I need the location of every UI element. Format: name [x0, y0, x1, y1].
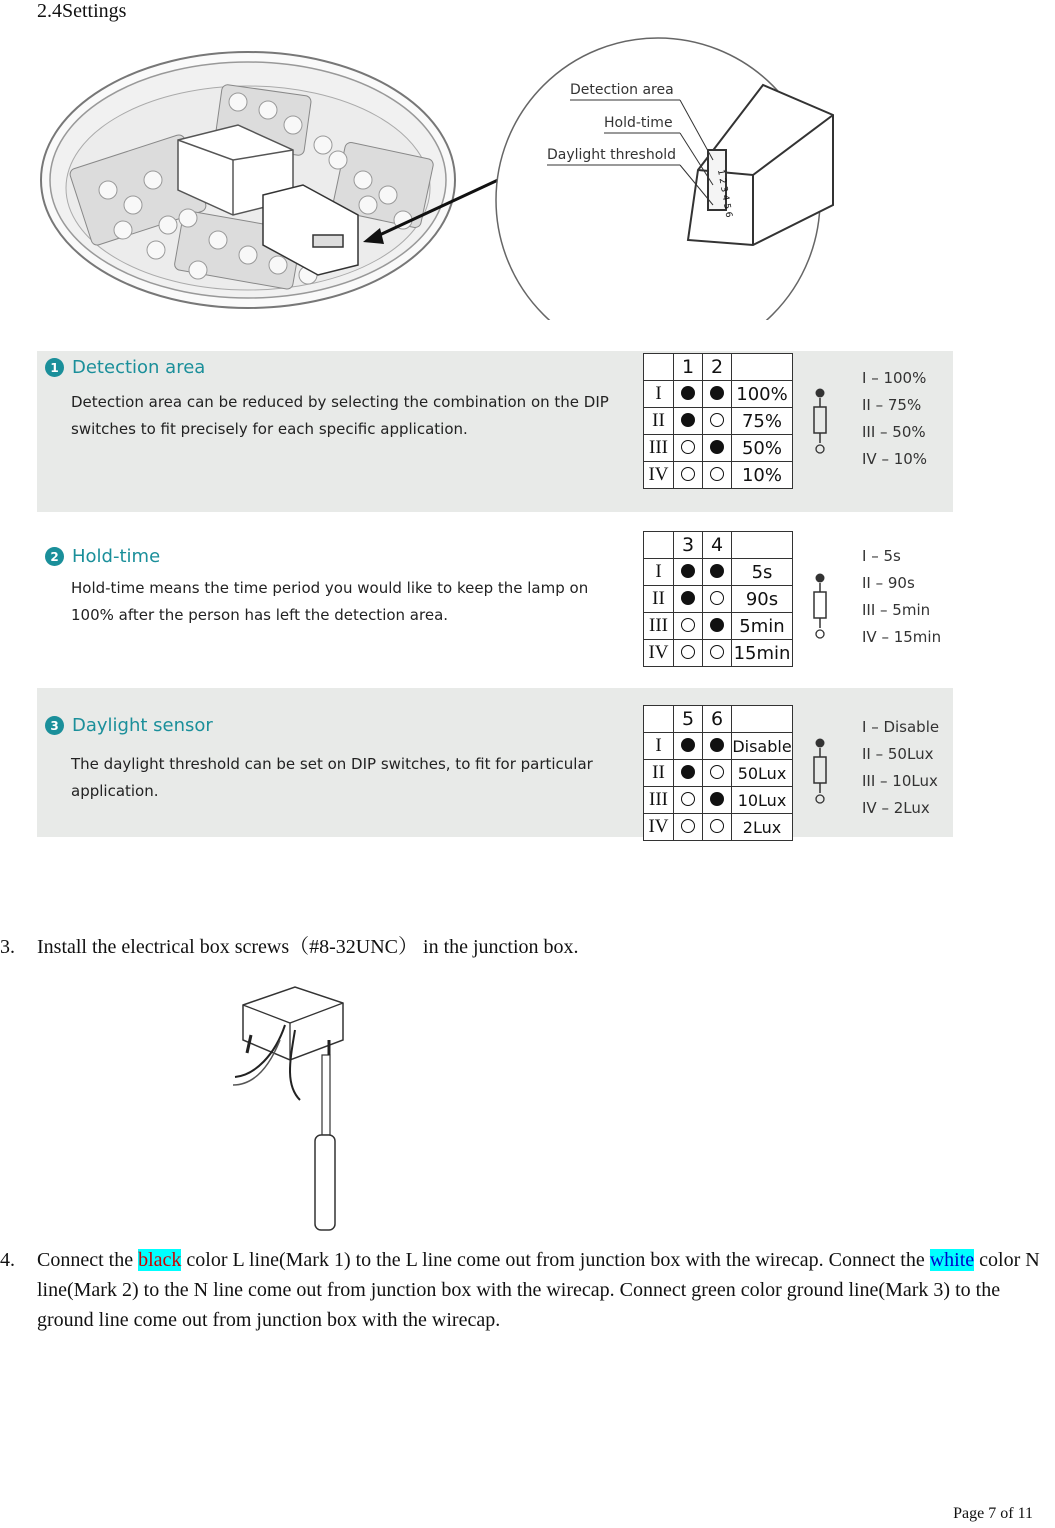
junction-box-illustration	[225, 985, 355, 1235]
switch-off-icon	[681, 440, 695, 454]
switch-header: 4	[703, 532, 732, 559]
row-roman: III	[644, 787, 674, 814]
panel-title-row	[45, 715, 213, 736]
switch-off-icon	[681, 819, 695, 833]
row-roman: I	[644, 559, 674, 586]
panel-description: Hold-time means the time period you would like to keep the lamp on 100% after the person has left the detection area.	[71, 579, 589, 624]
row-roman: II	[644, 408, 674, 435]
row-roman: IV	[644, 462, 674, 489]
panel-title-row	[45, 546, 160, 567]
switch-off-icon	[710, 765, 724, 779]
row-roman: II	[644, 586, 674, 613]
legend-daylight-sensor	[862, 714, 939, 822]
switch-header: 2	[703, 354, 732, 381]
switch-off-icon	[681, 618, 695, 632]
page-number: Page 7 of 11	[953, 1505, 1033, 1522]
legend-item: III – 50%	[862, 423, 926, 441]
switch-numbers: 1 2 3 4 5 6	[715, 168, 734, 219]
dip-table-detection-area	[643, 353, 793, 489]
switch-on-icon	[710, 618, 724, 632]
legend-hold-time	[862, 543, 941, 651]
switch-header: 1	[674, 354, 703, 381]
row-value: 2Lux	[732, 814, 793, 841]
row-value: 5min	[732, 613, 793, 640]
switch-on-icon	[710, 440, 724, 454]
step-4-part2: color L line(Mark 1) to the L line come out from junction box with the wirecap. Connect the	[181, 1249, 930, 1271]
step-4-text	[37, 1245, 1055, 1335]
legend-item: IV – 10%	[862, 450, 928, 468]
legend-item: I – 5s	[862, 547, 901, 565]
row-roman: III	[644, 613, 674, 640]
row-roman: I	[644, 733, 674, 760]
section-heading: 2.4Settings	[37, 0, 127, 22]
switch-off-icon	[681, 792, 695, 806]
panel-title: Detection area	[72, 357, 206, 378]
row-roman: IV	[644, 814, 674, 841]
highlight-white: white	[929, 1249, 975, 1271]
switch-header: 6	[703, 706, 732, 733]
row-roman: IV	[644, 640, 674, 667]
step-4-number: 4.	[0, 1249, 15, 1271]
callout-detection-area: Detection area	[570, 82, 674, 98]
step-4-part3: color N line(Mark 2) to the N line come out from junction box with the wirecap. Connect green color ground line(Mark 3) to the ground line come out from junction box with the wirecap.	[37, 1249, 1040, 1331]
fixture-illustration	[38, 30, 838, 320]
dip-table-daylight-sensor	[643, 705, 793, 841]
switch-off-icon	[710, 467, 724, 481]
legend-item: II – 90s	[862, 574, 915, 592]
legend-item: III – 5min	[862, 601, 931, 619]
switch-on-icon	[681, 386, 695, 400]
step-4-part1: Connect the	[37, 1249, 139, 1271]
row-value: 100%	[732, 381, 793, 408]
legend-item: I – Disable	[862, 718, 940, 736]
switch-off-icon	[710, 819, 724, 833]
panel-title: Daylight sensor	[72, 715, 213, 736]
switch-on-icon	[681, 738, 695, 752]
switch-off-icon	[681, 467, 695, 481]
switch-header: 5	[674, 706, 703, 733]
panel-number-badge: 3	[45, 716, 64, 735]
switch-on-icon	[681, 765, 695, 779]
row-roman: I	[644, 381, 674, 408]
row-roman: III	[644, 435, 674, 462]
switch-off-icon	[710, 413, 724, 427]
switch-off-icon	[710, 645, 724, 659]
panel-number-badge: 2	[45, 547, 64, 566]
row-value: 10%	[732, 462, 793, 489]
callout-hold-time: Hold-time	[604, 115, 673, 131]
switch-off-icon	[710, 591, 724, 605]
legend-item: III – 10Lux	[862, 772, 938, 790]
switch-off-icon	[681, 645, 695, 659]
legend-item: II – 50Lux	[862, 745, 934, 763]
legend-item: I – 100%	[862, 369, 927, 387]
row-value: Disable	[732, 733, 793, 760]
panel-description: The daylight threshold can be set on DIP switches, to fit for particular application.	[71, 755, 593, 800]
callout-daylight-threshold: Daylight threshold	[547, 147, 677, 163]
legend-item: II – 75%	[862, 396, 922, 414]
panel-description: Detection area can be reduced by selecting the combination on the DIP switches to fit precisely for each specific application.	[71, 393, 609, 438]
row-value: 90s	[732, 586, 793, 613]
switch-on-icon	[710, 386, 724, 400]
dip-switch-icon	[810, 385, 830, 457]
panel-title-row	[45, 357, 205, 378]
switch-on-icon	[681, 413, 695, 427]
step-3-text: Install the electrical box screws（#8-32UNC） in the junction box.	[37, 936, 579, 958]
panel-number-badge: 1	[45, 358, 64, 377]
switch-on-icon	[710, 738, 724, 752]
dip-table-hold-time	[643, 531, 793, 667]
switch-header: 3	[674, 532, 703, 559]
switch-on-icon	[681, 564, 695, 578]
legend-item: IV – 2Lux	[862, 799, 930, 817]
row-roman: II	[644, 760, 674, 787]
dip-switch-icon	[810, 570, 830, 642]
dip-switch-icon	[810, 735, 830, 807]
switch-on-icon	[710, 792, 724, 806]
switch-on-icon	[681, 591, 695, 605]
row-value: 50%	[732, 435, 793, 462]
row-value: 15min	[732, 640, 793, 667]
highlight-black: black	[138, 1249, 182, 1271]
row-value: 5s	[732, 559, 793, 586]
row-value: 50Lux	[732, 760, 793, 787]
row-value: 75%	[732, 408, 793, 435]
legend-detection-area	[862, 365, 927, 473]
switch-on-icon	[710, 564, 724, 578]
row-value: 10Lux	[732, 787, 793, 814]
legend-item: IV – 15min	[862, 628, 942, 646]
step-3-number: 3.	[0, 936, 15, 958]
panel-title: Hold-time	[72, 546, 161, 567]
